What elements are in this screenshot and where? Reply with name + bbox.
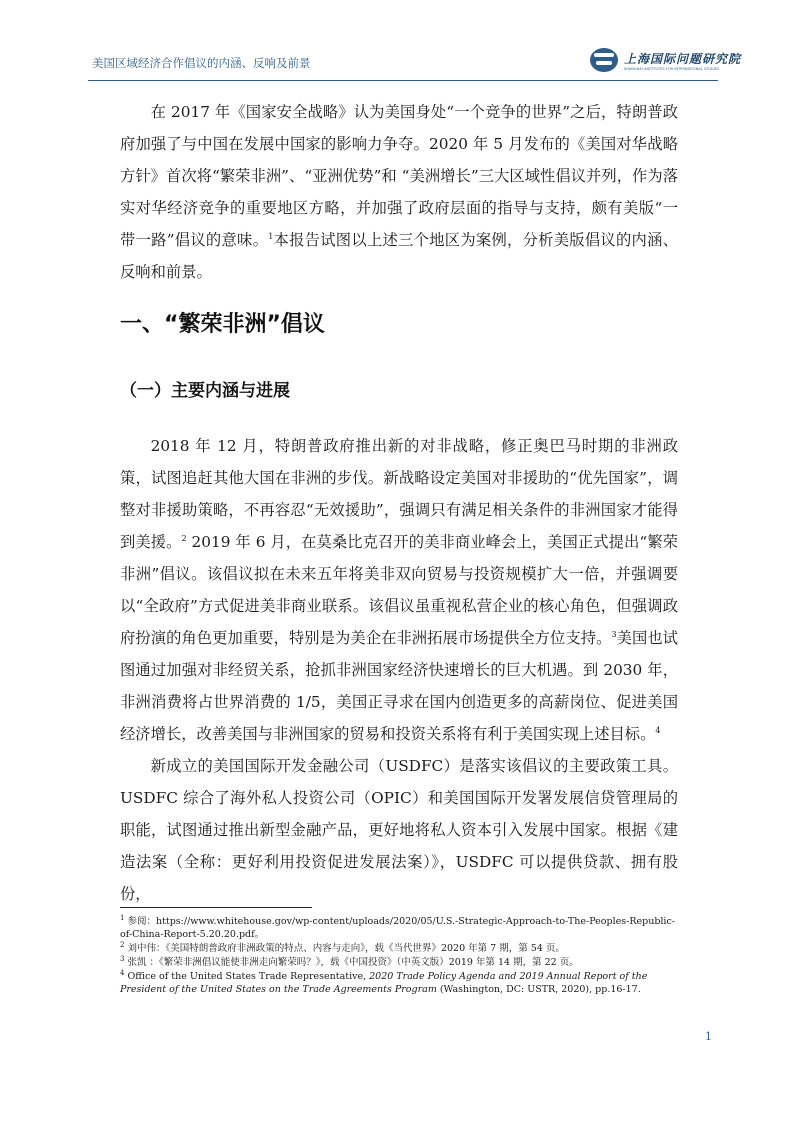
- intro-paragraph: 在 2017 年《国家安全战略》认为美国身处“一个竞争的世界”之后，特朗普政府加强了与中国在发展中国家的影响力争夺。2020 年 5 月发布的《美国对华战略方针》首次将“繁荣非洲”、“亚洲优势”和 “美洲增长”三大区域性倡议并列，作为落实对华经济竞争的重要地区方略，并加强了政府层面的指导与支持，颇有美版“一带一路”倡议的意味。$^1$本报告试图以上述三个地区为案例，分析美版倡议的内涵、反响和前景。: [120, 103, 678, 281]
- main-content: [120, 96, 678, 910]
- footnote-ref[interactable]: 1: [268, 231, 274, 241]
- footnote: $^1$ 参阅：https://www.whitehouse.gov/wp-content/uploads/2020/05/U.S.-Strategic-Approach-to-The-Peoples-Republic-of-China-Report-5.20.20.pdf。: [120, 913, 676, 940]
- footnote: $^4$ Office of the United States Trade Representative, 2020 Trade Policy Agenda and 2019 Annual Report of the President of the United States on the Trade Agreements Program (Washington, DC: USTR, 2020), pp.16-17.: [120, 968, 648, 995]
- subsection-heading: （一）主要内涵与进展: [120, 381, 290, 401]
- logo-chinese-name: 上海国际问题研究院: [624, 51, 742, 66]
- body-paragraph: 2018 年 12 月，特朗普政府推出新的对非战略，修正奥巴马时期的非洲政策，试图追赶其他大国在非洲的步伐。新战略设定美国对非援助的“优先国家”，调整对非援助策略，不再容忍“无效援助”，强调只有满足相关条件的非洲国家才能得到美援。$^2$ 2019 年 6 月，在莫桑比克召开的美非商业峰会上，美国正式提出“繁荣非洲”倡议。该倡议拟在未来五年将美非双向贸易与投资规模扩大一倍，并强调要以“全政府”方式促进美非商业联系。该倡议虽重视私营企业的核心角色，但强调政府扮演的角色更加重要，特别是为美企在非洲拓展市场提供全方位支持。$^3$美国也试图通过加强对非经贸关系，抢抓非洲国家经济快速增长的巨大机遇。到 2030 年，非洲消费将占世界消费的 1/5，美国正寻求在国内创造更多的高薪岗位、促进美国经济增长，改善美国与非洲国家的贸易和投资关系将有利于美国实现上述目标。$^4$: [120, 437, 679, 743]
- footnotes: [120, 915, 678, 997]
- footnote-ref[interactable]: 4: [655, 725, 661, 735]
- footnote: $^2$ 刘中伟：《美国特朗普政府非洲政策的特点、内容与走向》，载《当代世界》2020 年第 7 期，第 54 页。: [120, 940, 565, 954]
- footnote-ref[interactable]: 2: [181, 533, 187, 543]
- footnote: $^3$ 张凯 ：《繁荣非洲倡议能使非洲走向繁荣吗？》，载《中国投资》（中英文版）2019 年第 14 期，第 22 页。: [120, 954, 579, 968]
- section-heading: 一、“繁荣非洲”倡议: [120, 312, 325, 337]
- body-paragraph: 新成立的美国国际开发金融公司（USDFC）是落实该倡议的主要政策工具。USDFC 综合了海外私人投资公司（OPIC）和美国国际开发署发展信贷管理局的职能，试图通过推出新型金融产品，更好地将私人资本引入发展中国家。根据《建造法案（全称：更好利用投资促进发展法案）》，USDFC 可以提供贷款、拥有股份，: [120, 757, 678, 903]
- page-number: 1: [705, 1030, 712, 1043]
- running-header-title: 美国区域经济合作倡议的内涵、反响及前景: [92, 56, 311, 70]
- institute-logo: [590, 48, 741, 72]
- logo-english-name: SHANGHAI INSTITUTES FOR INTERNATIONAL STUDIES: [624, 66, 720, 71]
- footnote-divider: [120, 907, 312, 908]
- globe-emblem-icon: [590, 48, 618, 72]
- header-divider: [88, 80, 718, 81]
- footnote-ref[interactable]: 3: [611, 629, 617, 639]
